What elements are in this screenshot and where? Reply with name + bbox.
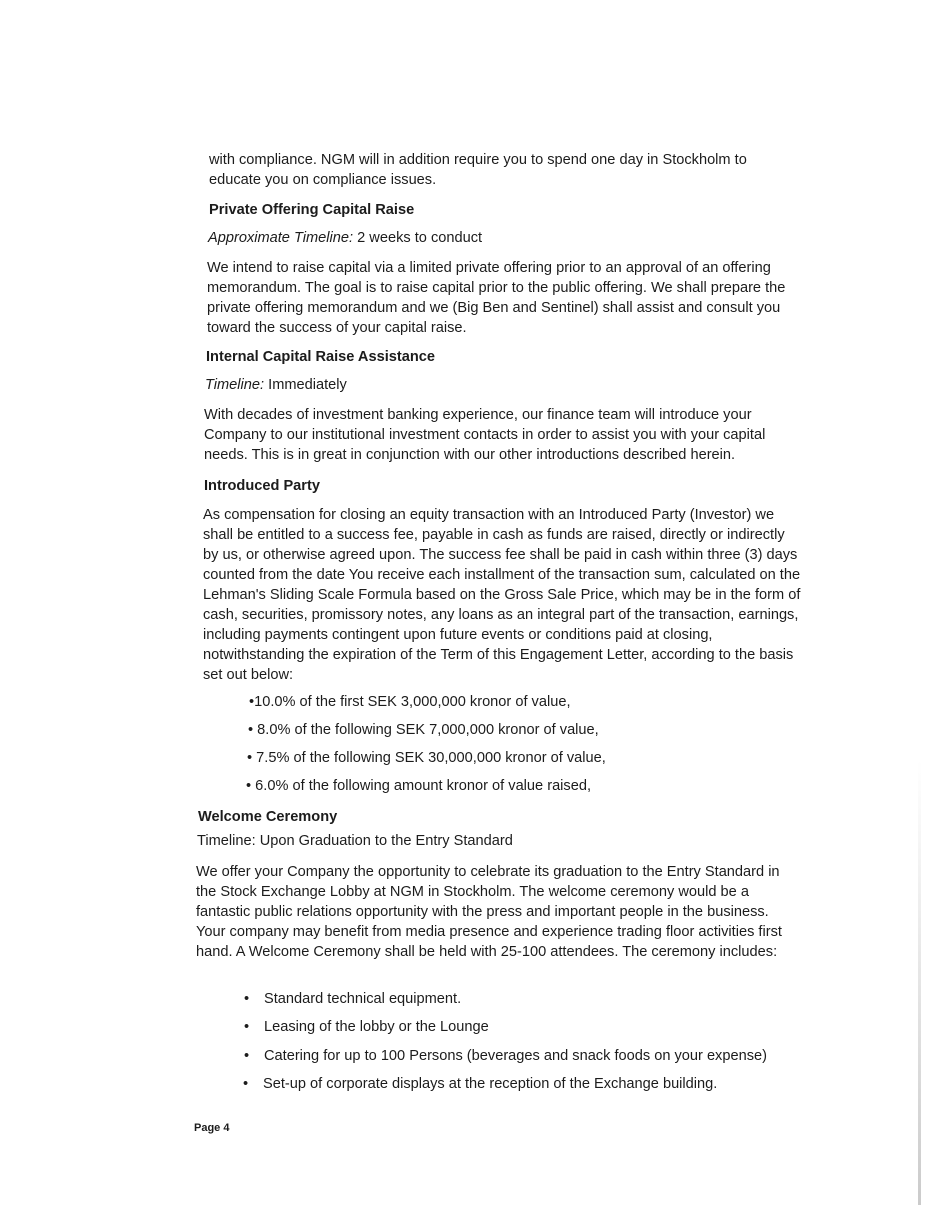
timeline-label: Approximate Timeline: bbox=[208, 230, 354, 246]
fee-tier: • 8.0% of the following SEK 7,000,000 kronor of value, bbox=[248, 722, 599, 738]
bullet-icon: • bbox=[244, 1019, 250, 1035]
bullet-icon: • bbox=[244, 991, 250, 1007]
bullet-icon: • bbox=[243, 1076, 249, 1092]
scan-edge-shadow bbox=[918, 760, 921, 1205]
timeline-label: Timeline: bbox=[205, 377, 265, 393]
private-offering-body: We intend to raise capital via a limited private offering prior to an approval of an offering memorandum. The goal is to raise capital prior to the public offering. We shall prepare the private offering memorandum and we (Big Ben and Sentinel) shall assist and consult you toward the success of your capital raise. bbox=[207, 260, 786, 336]
introduced-party-heading: Introduced Party bbox=[204, 478, 320, 494]
private-offering-heading: Private Offering Capital Raise bbox=[209, 202, 415, 218]
welcome-timeline: Timeline: Upon Graduation to the Entry Standard bbox=[197, 833, 513, 849]
timeline-value: 2 weeks to conduct bbox=[357, 230, 483, 246]
welcome-heading: Welcome Ceremony bbox=[198, 809, 338, 825]
internal-assistance-timeline bbox=[205, 375, 810, 395]
fee-tier: • 6.0% of the following amount kronor of value raised, bbox=[246, 778, 592, 794]
introduced-party-body: As compensation for closing an equity transaction with an Introduced Party (Investor) we shall be entitled to a success fee, payable in cash as funds are raised, directly or indirectly by us, or otherwise agreed upon. The success fee shall be paid in cash within three (3) days counted from the date You receive each installment of the transaction sum, calculated on the Lehman's Sliding Scale Formula based on the Gross Sale Price, which may be in the form of cash, securities, promissory notes, any loans as an integral part of the transaction, earnings, including payments contingent upon future events or conditions paid at closing, notwithstanding the expiration of the Term of this Engagement Letter, according to the basis set out below: bbox=[203, 507, 801, 683]
fee-tier: •10.0% of the first SEK 3,000,000 kronor of value, bbox=[249, 694, 571, 710]
timeline-value: Immediately bbox=[268, 377, 347, 393]
bullet-icon: • bbox=[244, 1048, 250, 1064]
internal-assistance-body: With decades of investment banking experience, our finance team will introduce your Company to our institutional investment contacts in order to assist you with your capital needs. This is in great in conjunction with our other introductions described herein. bbox=[204, 407, 766, 463]
internal-assistance-heading: Internal Capital Raise Assistance bbox=[206, 349, 435, 365]
welcome-body: We offer your Company the opportunity to celebrate its graduation to the Entry Standard in the Stock Exchange Lobby at NGM in Stockholm. The welcome ceremony would be a fantastic public relations opportunity with the press and important people in the business. Your company may benefit from media presence and experience trading floor activities first hand. A Welcome Ceremony shall be held with 25-100 attendees. The ceremony includes: bbox=[196, 864, 782, 960]
intro-paragraph: with compliance. NGM will in addition require you to spend one day in Stockholm to educate you on compliance issues. bbox=[209, 152, 747, 188]
private-offering-timeline bbox=[208, 228, 813, 248]
fee-tier: • 7.5% of the following SEK 30,000,000 kronor of value, bbox=[247, 750, 606, 766]
page-number: Page 4 bbox=[194, 1122, 230, 1134]
document-page: with compliance. NGM will in addition require you to spend one day in Stockholm to educate you on compliance issues. Private Offering Capital Raise Approximate Timeline: 2 weeks to conduct We intend to raise capital via a limited private offering prior to an approval of an offering memorandum. The goal is to raise capital prior to the public offering. We shall prepare the private offering memorandum and we (Big Ben and Sentinel) shall assist and consult you toward the success of your capital raise. Internal Capital Raise Assistance Timeline: Immediately With decades of investment banking experience, our finance team will introduce your Company to our institutional investment contacts in order to assist you with your capital needs. This is in great in conjunction with our other introductions described herein. Introduced Party As compensation for closing an equity transaction with an Introduced Party (Investor) we shall be entitled to a success fee, payable in cash as funds are raised, directly or indirectly by us, or otherwise agreed upon. The success fee shall be paid in cash within three (3) days counted from the date You receive each installment of the transaction sum, calculated on the Lehman's Sliding Scale Formula based on the Gross Sale Price, which may be in the form of cash, securities, promissory notes, any loans as an integral part of the transaction, earnings, including payments contingent upon future events or conditions paid at closing, notwithstanding the expiration of the Term of this Engagement Letter, according to the basis set out below: •10.0% of the first SEK 3,000,000 kronor of value, • 8.0% of the following SEK 7,000,000 kronor of value, • 7.5% of the following SEK 30,000,000 kronor of value, • 6.0% of the following amount kronor of value raised, Welcome Ceremony Timeline: Upon Graduation to the Entry Standard We offer your Company the opportunity to celebrate its graduation to the Entry Standard in the Stock Exchange Lobby at NGM in Stockholm. The welcome ceremony would be a fantastic public relations opportunity with the press and important people in the business. Your company may benefit from media presence and experience trading floor activities first hand. A Welcome Ceremony shall be held with 25-100 attendees. The ceremony includes: • Standard technical equipment. • Leasing of the lobby or the Lounge • Catering for up to 100 Persons (beverages and snack foods on your expense) • Set-up of corporate displays at the reception of the Exchange building. Page 4 bbox=[0, 0, 935, 1208]
